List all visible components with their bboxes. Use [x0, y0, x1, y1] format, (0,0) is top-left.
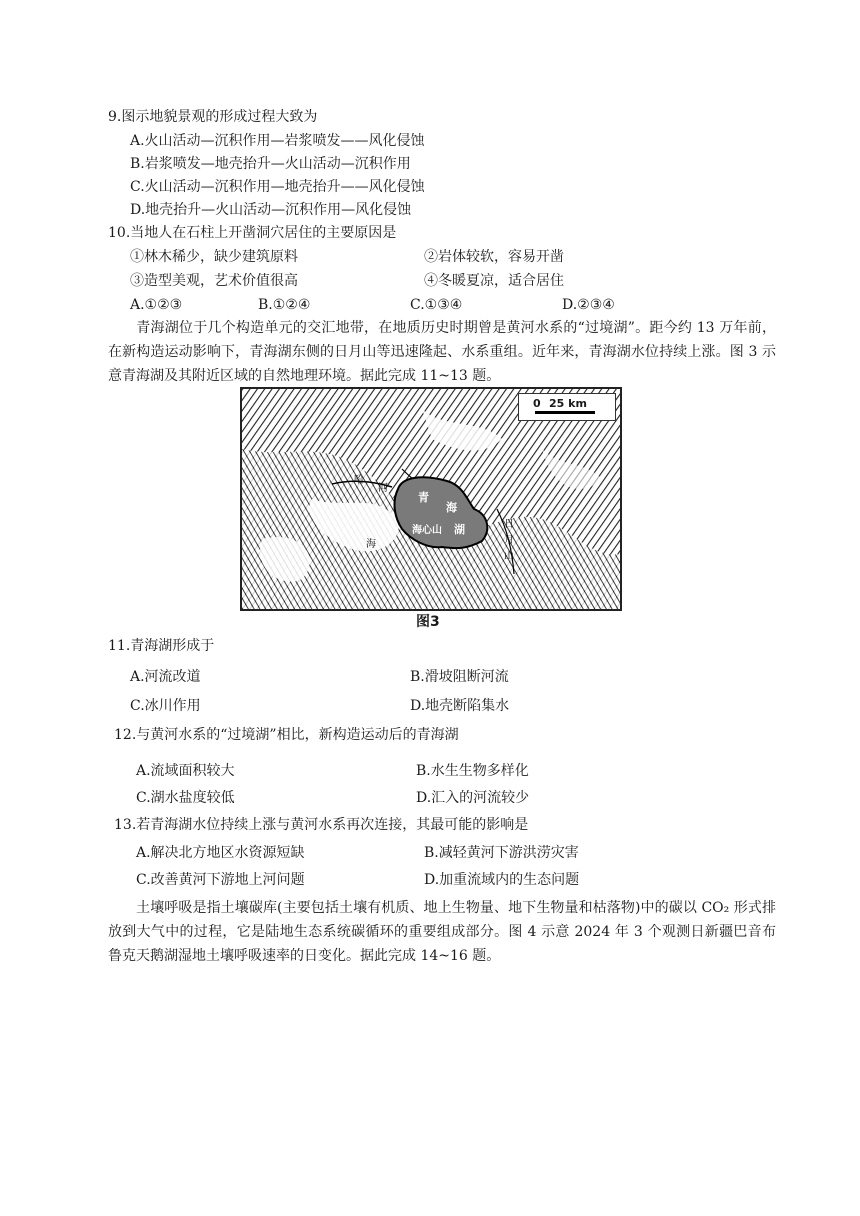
q12-stem: 12.与黄河水系的“过境湖”相比，新构造运动后的青海湖	[114, 727, 459, 743]
qinghai-lake-map	[240, 387, 622, 611]
q9-option-b: B.岩浆喷发—地壳抬升—火山活动—沉积作用	[130, 156, 411, 172]
q11-option-d: D.地壳断陷集水	[410, 698, 510, 714]
scale-bar	[518, 393, 616, 421]
passage-soil-respiration-text: 土壤呼吸是指土壤碳库(主要包括土壤有机质、地上生物量、地下生物量和枯落物)中的碳以 CO₂ 形式排放到大气中的过程，它是陆地生态系统碳循环的重要组成部分。图 4 示意 2024 年 3 个观测日新疆巴音布鲁克天鹅湖湿地土壤呼吸速率的日变化。据此完成 14~16 题。	[108, 900, 776, 964]
q12-option-a: A.流域面积较大	[136, 763, 235, 779]
q11-option-b: B.滑坡阻断河流	[410, 669, 509, 685]
q13-option-b: B.减轻黄河下游洪涝灾害	[424, 845, 579, 861]
map-label-ri: 日	[504, 519, 514, 530]
map-label-shan: 山	[504, 551, 514, 562]
q10-statement-2: ②岩体较软，容易开凿	[424, 249, 564, 265]
q13-stem: 13.若青海湖水位持续上涨与黄河水系再次连接，其最可能的影响是	[114, 817, 529, 833]
passage-qinghai-lake-text: 青海湖位于几个构造单元的交汇地带，在地质历史时期曾是黄河水系的“过境湖”。距今约 13 万年前，在新构造运动影响下，青海湖东侧的日月山等迅速隆起、水系重组。近年来，青海湖水位持续上涨。图 3 示意青海湖及其附近区域的自然地理环境。据此完成 11~13 题。	[108, 320, 776, 384]
q12-option-b: B.水生生物多样化	[416, 763, 529, 779]
lake-label-qing: 青	[418, 491, 429, 504]
figure-3-caption: 图3	[416, 614, 440, 630]
q11-option-a: A.河流改道	[130, 669, 201, 685]
q13-option-d: D.加重流域内的生态问题	[424, 872, 580, 888]
q12-option-c: C.湖水盐度较低	[136, 790, 235, 806]
q10-option-d: D.②③④	[562, 297, 615, 313]
q9-option-d: D.地壳抬升—火山活动—沉积作用—风化侵蚀	[130, 202, 412, 218]
q13-option-a: A.解决北方地区水资源短缺	[136, 845, 305, 861]
map-label-yue: 月	[504, 535, 514, 546]
map-label-he: 河	[378, 483, 388, 494]
passage-qinghai-lake	[108, 316, 776, 388]
q10-statement-3: ③造型美观，艺术价值很高	[130, 273, 298, 289]
q10-stem: 10.当地人在石柱上开凿洞穴居住的主要原因是	[108, 225, 397, 241]
scale-distance-label: 25 km	[549, 397, 587, 410]
q10-option-c: C.①③④	[410, 297, 463, 313]
q10-option-a: A.①②③	[130, 297, 183, 313]
q10-statement-1: ①林木稀少，缺少建筑原料	[130, 249, 298, 265]
q12-option-d: D.汇入的河流较少	[416, 790, 530, 806]
q9-stem: 9.图示地貌景观的形成过程大致为	[108, 109, 318, 125]
passage-soil-respiration	[108, 896, 776, 968]
map-label-ha: 哈	[354, 475, 364, 486]
lake-label-hai: 海	[446, 501, 457, 514]
lake-label-haixinshan: 海心山	[412, 525, 442, 536]
map-label-hai: 海	[366, 539, 376, 550]
q10-statement-4: ④冬暖夏凉，适合居住	[424, 273, 564, 289]
scale-zero-label: 0	[533, 397, 541, 410]
scale-line	[535, 411, 595, 414]
q11-option-c: C.冰川作用	[130, 698, 201, 714]
q9-option-c: C.火山活动—沉积作用—地壳抬升——风化侵蚀	[130, 179, 425, 195]
q11-stem: 11.青海湖形成于	[108, 638, 215, 654]
q9-option-a: A.火山活动—沉积作用—岩浆喷发——风化侵蚀	[130, 133, 425, 149]
lake-label-hu: 湖	[454, 523, 465, 536]
q10-option-b: B.①②④	[258, 297, 311, 313]
terrain-map-svg	[242, 389, 620, 609]
q13-option-c: C.改善黄河下游地上河问题	[136, 872, 305, 888]
